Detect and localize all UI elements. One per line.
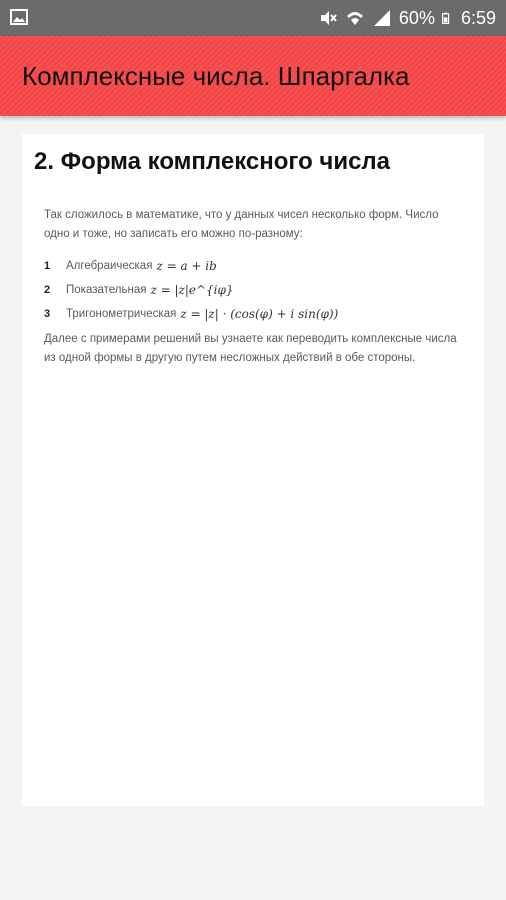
clock: 6:59 xyxy=(460,7,496,28)
form-label: Показательная xyxy=(66,284,147,296)
gallery-icon xyxy=(10,9,28,25)
section-heading: 2. Форма комплексного числа xyxy=(34,148,391,175)
intro-paragraph: Так сложилось в математике, что у данных чисел несколько форм. Число одно и тоже, но записать его можно по-разному: xyxy=(44,209,439,240)
list-number: 3 xyxy=(44,308,51,320)
list-number: 2 xyxy=(44,284,51,296)
signal-icon xyxy=(372,8,392,28)
list-item xyxy=(44,254,464,278)
app-title: Комплексные числа. Шпаргалка xyxy=(22,60,410,91)
list-number: 1 xyxy=(44,260,51,272)
app-bar xyxy=(0,36,506,116)
form-label: Алгебраическая xyxy=(66,260,153,272)
outro-paragraph: Далее с примерами решений вы узнаете как переводить комплексные числа из одной формы в другую путем несложных действий в обе стороны. xyxy=(44,333,457,364)
battery-percent: 60% xyxy=(398,7,435,28)
status-bar xyxy=(0,0,506,36)
formula: z = |z| · (cos(φ) + i sin(φ)) xyxy=(180,307,339,321)
list-item xyxy=(44,278,464,302)
wifi-icon xyxy=(345,8,365,28)
mute-icon xyxy=(318,8,338,28)
forms-list xyxy=(44,254,464,326)
list-item xyxy=(44,302,464,326)
formula: z = a + ib xyxy=(156,259,217,273)
form-label: Тригонометрическая xyxy=(66,308,177,320)
formula: z = |z|e^{iφ} xyxy=(150,283,234,297)
battery-icon xyxy=(442,8,454,28)
content-card[interactable] xyxy=(22,134,484,806)
